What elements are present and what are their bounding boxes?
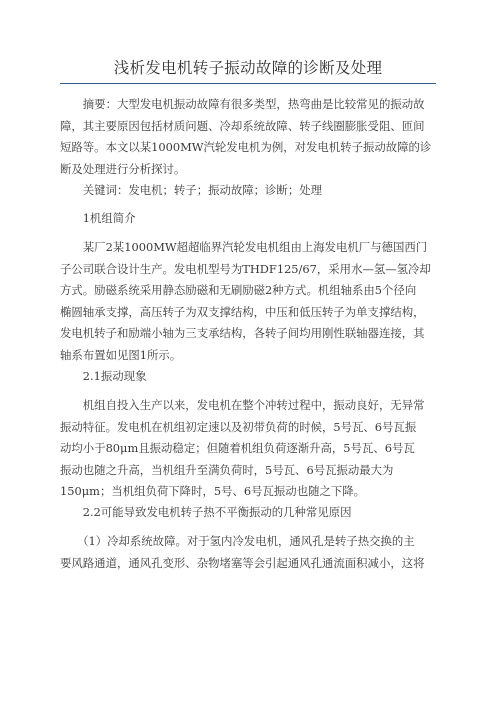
section-2-1-paragraph (60, 395, 437, 503)
abstract-line: 障，其主要原因包括材质问题、冷却系统故障、转子线圈膨胀受阻、匝间 (60, 118, 425, 133)
section-2-2-paragraph (60, 531, 437, 574)
paragraph-line: 椭圆轴承支撑，高压转子为双支撑结构，中压和低压转子为单支撑结构， (60, 304, 425, 319)
section-heading: 2.1振动现象 (60, 369, 147, 383)
abstract-line: 断及处理进行分析探讨。 (60, 161, 186, 176)
section-1-heading (60, 208, 437, 230)
section-2-2-heading (60, 502, 437, 524)
section-1-paragraph (60, 237, 437, 366)
paragraph-line: 150μm；当机组负荷下降时，5号、6号瓦振动也随之下降。 (60, 484, 366, 498)
abstract-paragraph (60, 94, 437, 180)
abstract-line: 短路等。本文以某1000MW汽轮发电机为例，对发电机转子振动故障的诊 (60, 140, 432, 154)
section-heading: 1机组简介 (60, 211, 136, 225)
paragraph-line: 发电机转子和励端小轴为三支承结构，各转子间均用刚性联轴器连接，其 (60, 326, 425, 340)
keywords-line: 关键词：发电机；转子；振动故障；诊断；处理 (60, 183, 322, 197)
paragraph-line: （1）冷却系统故障。对于氢内冷发电机，通风孔是转子热交换的主 (60, 534, 415, 548)
section-2-1-heading (60, 366, 437, 388)
paragraph-line: 轴系布置如见图1所示。 (60, 347, 182, 362)
paragraph-line: 振动特征。发电机在机组初定速以及初带负荷的时候，5号瓦、6号瓦振 (60, 419, 417, 434)
keywords-paragraph (60, 180, 437, 202)
paragraph-line: 机组自投入生产以来，发电机在整个冲转过程中，振动良好，无异常 (60, 398, 425, 412)
paragraph-line: 某厂2某1000MW超超临界汽轮发电机组由上海发电机厂与德国西门 (60, 240, 428, 254)
paragraph-line: 要风路通道，通风孔变形、杂物堵塞等会引起通风孔通流面积减小，这将 (60, 555, 425, 570)
section-heading: 2.2可能导致发电机转子热不平衡振动的几种常见原因 (60, 505, 352, 519)
paragraph-line: 动均小于80μm且振动稳定；但随着机组负荷逐渐升高，5号瓦、6号瓦 (60, 441, 415, 455)
paragraph-line: 子公司联合设计生产。发电机型号为THDF125/67，采用水—氢—氢冷却 (60, 261, 431, 276)
abstract-line: 摘要：大型发电机振动故障有很多类型，热弯曲是比较常见的振动故 (60, 97, 425, 111)
paragraph-line: 方式。励磁系统采用静态励磁和无刷励磁2种方式。机组轴系由5个径向 (60, 283, 417, 297)
title-divider (60, 83, 436, 84)
document-title: 浅析发电机转子振动故障的诊断及处理 (113, 59, 383, 77)
paragraph-line: 振动也随之升高，当机组升至满负荷时，5号瓦、6号瓦振动最大为 (60, 462, 394, 477)
